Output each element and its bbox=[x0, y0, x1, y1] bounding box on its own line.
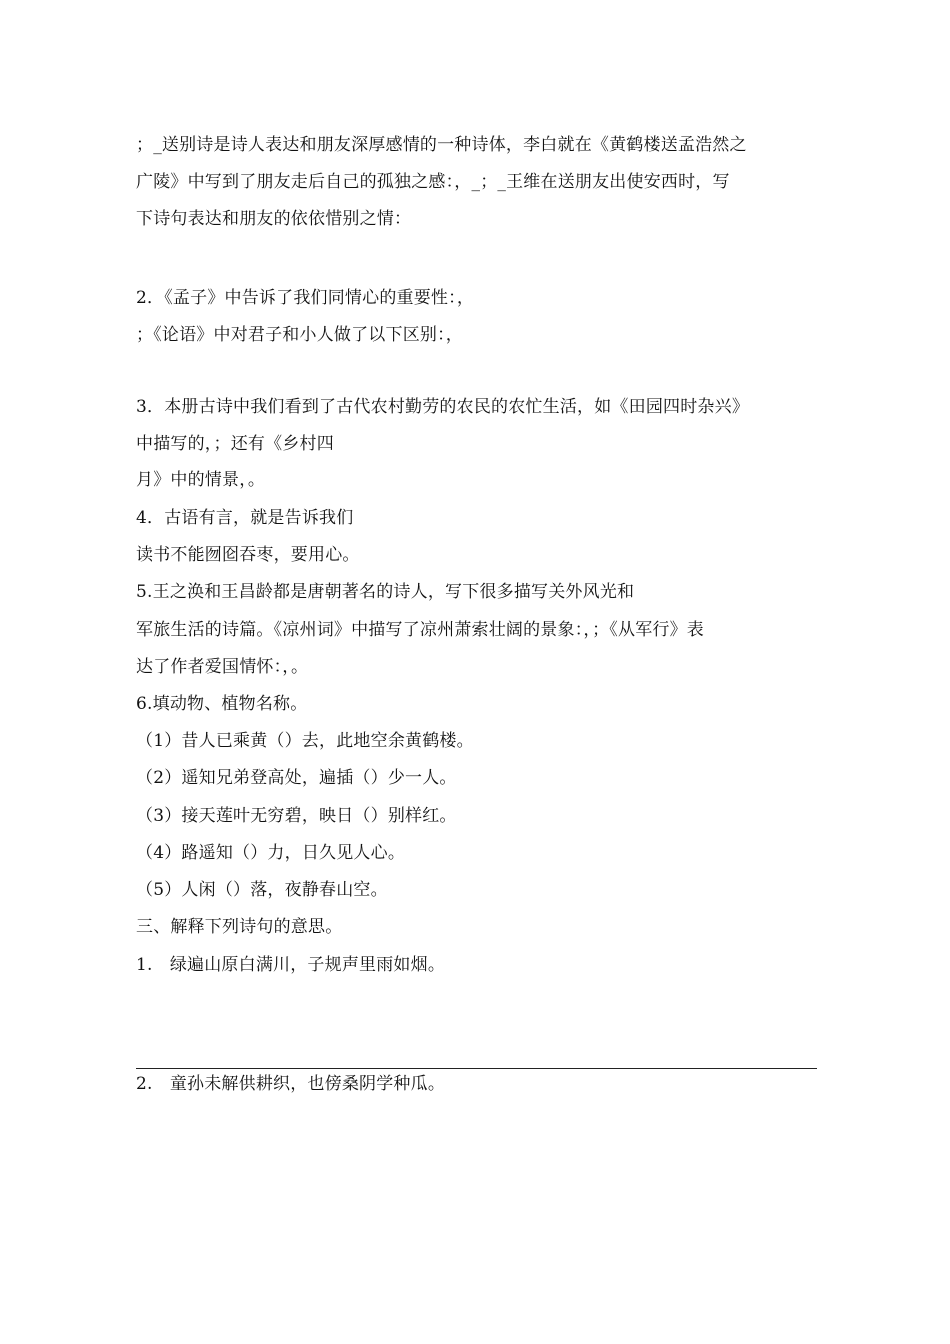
section-3-item-2: 2. 童孙未解供耕织，也傍桑阴学种瓜。 bbox=[136, 1074, 446, 1094]
q6-title: 6.填动物、植物名称。 bbox=[136, 694, 308, 714]
q6-item-5: （5）人闲（）落，夜静春山空。 bbox=[136, 880, 388, 900]
q3-line-3: 月》中的情景，。 bbox=[136, 470, 266, 490]
q3-line-1: 3．本册古诗中我们看到了古代农村勤劳的农民的农忙生活，如《田园四时杂兴》 bbox=[136, 397, 750, 417]
q1-line-2: 广陵》中写到了朋友走后自己的孤独之感：，_；_王维在送朋友出使安西时，写 bbox=[136, 172, 730, 192]
q2-line-1: 2．《孟子》中告诉了我们同情心的重要性：， bbox=[136, 288, 475, 308]
q4-line-1: 4．古语有言，就是告诉我们 bbox=[136, 508, 354, 528]
q5-line-1: 5.王之涣和王昌龄都是唐朝著名的诗人，写下很多描写关外风光和 bbox=[136, 582, 635, 602]
q5-line-2: 军旅生活的诗篇。《凉州词》中描写了凉州萧索壮阔的景象：，；《从军行》表 bbox=[136, 620, 704, 640]
answer-underline bbox=[136, 1068, 817, 1069]
q6-item-2: （2）遥知兄弟登高处，遍插（）少一人。 bbox=[136, 768, 457, 788]
q5-line-3: 达了作者爱国情怀：，。 bbox=[136, 657, 309, 677]
q3-line-2: 中描写的，；还有《乡村四 bbox=[136, 434, 334, 454]
q6-item-3: （3）接天莲叶无穷碧，映日（）别样红。 bbox=[136, 806, 457, 826]
q2-line-2: ；《论语》中对君子和小人做了以下区别：， bbox=[136, 325, 463, 345]
section-3-item-1: 1. 绿遍山原白满川，子规声里雨如烟。 bbox=[136, 955, 446, 975]
q1-line-1: ；_送别诗是诗人表达和朋友深厚感情的一种诗体，李白就在《黄鹤楼送孟浩然之 bbox=[136, 135, 747, 155]
q4-line-2: 读书不能囫囵吞枣，要用心。 bbox=[136, 545, 360, 565]
q1-line-3: 下诗句表达和朋友的依依惜别之情： bbox=[136, 209, 412, 229]
q6-item-4: （4）路遥知（）力，日久见人心。 bbox=[136, 843, 406, 863]
section-3-title: 三、解释下列诗句的意思。 bbox=[136, 917, 343, 937]
q6-item-1: （1）昔人已乘黄（）去，此地空余黄鹤楼。 bbox=[136, 731, 474, 751]
